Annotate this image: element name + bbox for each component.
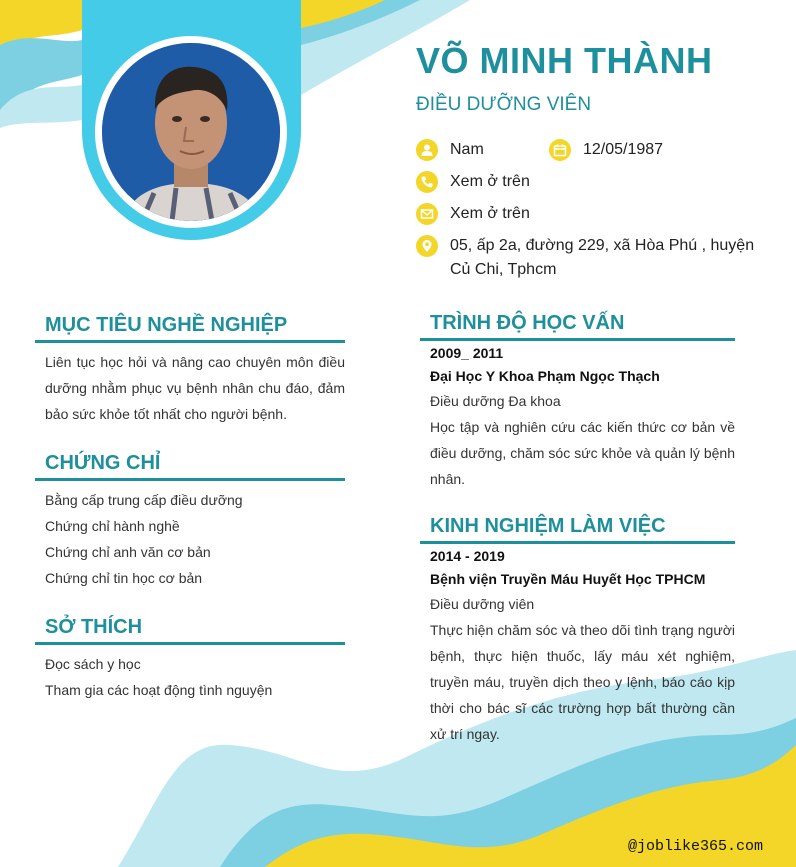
education-major: Điều dưỡng Đa khoa [430,393,561,409]
experience-title: KINH NGHIỆM LÀM VIỆC [430,515,666,537]
experience-description: Thực hiện chăm sóc và theo dõi tình trạng người bệnh, thực hiện thuốc, lấy máu xét nghiệm, truyền máu, truyền dịch theo y lệnh, báo cáo kịp thời cho bác sĩ các trường hợp bất thường cần xử trí ngay. [430,622,735,742]
certificates-divider [35,478,345,481]
education-description: Học tập và nghiên cứu các kiến thức cơ bản về điều dưỡng, chăm sóc sức khỏe và quản lý bệnh nhân. [430,419,735,487]
candidate-role: ĐIỀU DƯỠNG VIÊN [416,94,592,115]
hobby-item: Tham gia các hoạt động tình nguyện [45,682,273,698]
experience-divider [420,541,735,544]
experience-position: Điều dưỡng viên [430,596,535,612]
phone-value: Xem ở trên [450,173,530,190]
email-value: Xem ở trên [450,205,530,222]
location-pin-icon [416,235,438,257]
experience-period: 2014 - 2019 [430,548,505,564]
education-school: Đại Học Y Khoa Phạm Ngọc Thạch [430,368,660,384]
info-phone [416,172,530,194]
certificate-item: Bằng cấp trung cấp điều dưỡng [45,492,243,508]
birthday-value: 12/05/1987 [583,141,664,158]
hobby-item: Đọc sách y học [45,656,141,672]
user-icon [416,139,438,161]
hobbies-divider [35,642,345,645]
objective-text: Liên tục học hỏi và nâng cao chuyên môn điều dưỡng nhằm phục vụ bệnh nhân chu đáo, đảm bảo sức khỏe tốt nhất cho người bệnh. [45,354,345,422]
mail-icon [416,203,438,225]
gender-value: Nam [450,141,484,158]
certificate-item: Chứng chỉ tin học cơ bản [45,570,203,586]
certificate-item: Chứng chỉ hành nghề [45,518,180,534]
calendar-icon [549,139,571,161]
objective-title: MỤC TIÊU NGHỀ NGHIỆP [45,314,288,336]
info-birthday [549,140,663,162]
education-title: TRÌNH ĐỘ HỌC VẤN [430,312,625,334]
info-email [416,204,530,226]
profile-photo [102,43,280,221]
info-gender [416,140,484,162]
watermark: @joblike365.com [628,838,764,855]
certificates-title: CHỨNG CHỈ [45,452,161,474]
objective-divider [35,340,345,343]
education-divider [420,338,735,341]
education-period: 2009_ 2011 [430,345,504,361]
experience-company: Bệnh viện Truyền Máu Huyết Học TPHCM [430,571,706,587]
hobbies-title: SỞ THÍCH [45,616,143,638]
info-address [416,236,772,282]
certificate-item: Chứng chỉ anh văn cơ bản [45,544,211,560]
phone-icon [416,171,438,193]
candidate-name: VÕ MINH THÀNH [416,40,713,81]
address-value: 05, ấp 2a, đường 229, xã Hòa Phú , huyện Củ Chi, Tphcm [450,237,755,278]
